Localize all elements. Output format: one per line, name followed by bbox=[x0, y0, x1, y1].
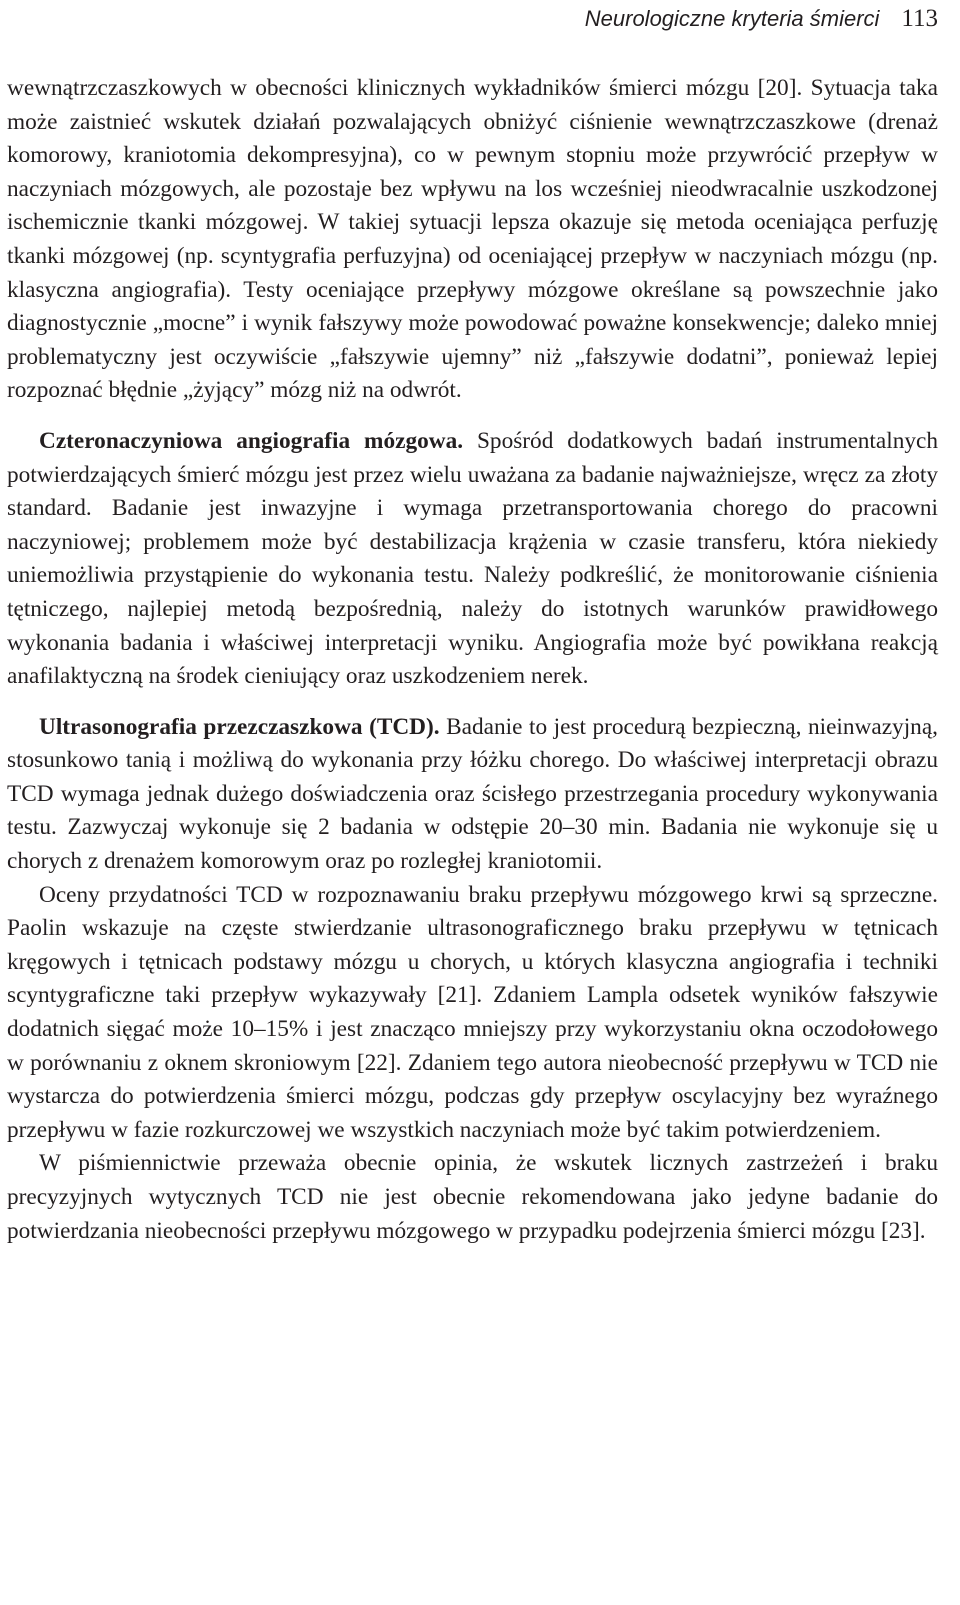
paragraph-tcd: Badanie to jest procedurą bezpieczną, nieinwazyjną, stosunkowo tanią i możliwą do wykonania przy łóżku chorego. Do właściwej interpretacji obrazu TCD wymaga jednak dużego doświadczenia oraz ścisłego przestrzegania procedury wykonywania testu. Zazwyczaj wykonuje się 2 badania w odstępie 20–30 min. Badania nie wykonuje się u chorych z drenażem komorowym oraz po rozległej kraniotomii. bbox=[7, 713, 938, 875]
section-angiography bbox=[7, 425, 938, 694]
section-tcd bbox=[7, 711, 938, 879]
body-text bbox=[7, 72, 938, 1248]
paragraph-tcd-evaluation: Oceny przydatności TCD w rozpoznawaniu braku przepływu mózgowego krwi są sprzeczne. Paolin wskazuje na częste stwierdzanie ultrasonograficznego braku przepływu w tętnicach kręgowych i tętnicach podstawy mózgu u chorych, u których klasyczna angiografia i techniki scyntygraficzne taki przepływ wykazywały [21]. Zdaniem Lampla odsetek wyników fałszywie dodatnich sięgać może 10–15% i jest znacząco mniejszy przy wykorzystaniu okna oczodołowego w porównaniu z oknem skroniowym [22]. Zdaniem tego autora nieobecność przepływu w TCD nie wystarcza do potwierdzenia śmierci mózgu, podczas gdy przepływ oscylacyjny bez wyraźnego przepływu w fazie rozkurczowej we wszystkich naczyniach może być takim potwierdzeniem. bbox=[7, 881, 938, 1143]
section-heading-angiography: Czteronaczyniowa angiografia mózgowa. bbox=[39, 427, 464, 454]
running-title: Neurologiczne kryteria śmierci bbox=[584, 6, 880, 31]
paragraph-conclusion: W piśmiennictwie przeważa obecnie opinia, że wskutek licznych zastrzeżeń i braku precyzyjnych wytycznych TCD nie jest obecnie rekomendowana jako jedyne badanie do potwierdzania nieobecności przepływu mózgowego w przypadku podejrzenia śmierci mózgu [23]. bbox=[7, 1150, 938, 1244]
page-number: 113 bbox=[901, 5, 938, 32]
paragraph-angiography: Spośród dodatkowych badań instrumentalnych potwierdzających śmierć mózgu jest przez wielu uważana za badanie najważniejsze, wręcz za złoty standard. Badanie jest inwazyjne i wymaga przetransportowania chorego do pracowni naczyniowej; problemem może być destabilizacja krążenia w czasie transferu, która niekiedy uniemożliwia przystąpienie do wykonania testu. Należy podkreślić, że monitorowanie ciśnienia tętniczego, najlepiej metodą bezpośrednią, należy do istotnych warunków prawidłowego wykonania badania i właściwej interpretacji wyniku. Angiografia może być powikłana reakcją anafilaktyczną na środek cieniujący oraz uszkodzeniem nerek. bbox=[7, 427, 939, 690]
section-heading-tcd: Ultrasonografia przezczaszkowa (TCD). bbox=[39, 713, 440, 740]
paragraph-continuation: wewnątrzczaszkowych w obecności klinicznych wykładników śmierci mózgu [20]. Sytuacja taka może zaistnieć wskutek działań pozwalających obniżyć ciśnienie wewnątrzczaszkowe (drenaż komorowy, kraniotomia dekompresyjna), co w pewnym stopniu może przywrócić przepływ w naczyniach mózgowych, ale pozostaje bez wpływu na los wcześniej nieodwracalnie uszkodzonej ischemicznie tkanki mózgowej. W takiej sytuacji lepsza okazuje się metoda oceniająca perfuzję tkanki mózgowej (np. scyntygrafia perfuzyjna) od oceniającej przepływ w naczyniach mózgu (np. klasyczna angiografia). Testy oceniające przepływy mózgowe określane są powszechnie jako diagnostycznie „mocne” i wynik fałszywy może powodować poważne konsekwencje; daleko mniej problematyczny jest oczywiście „fałszywie ujemny” niż „fałszywie dodatni”, ponieważ lepiej rozpoznać błędnie „żyjący” mózg niż na odwrót. bbox=[7, 75, 938, 404]
running-header bbox=[585, 4, 938, 34]
